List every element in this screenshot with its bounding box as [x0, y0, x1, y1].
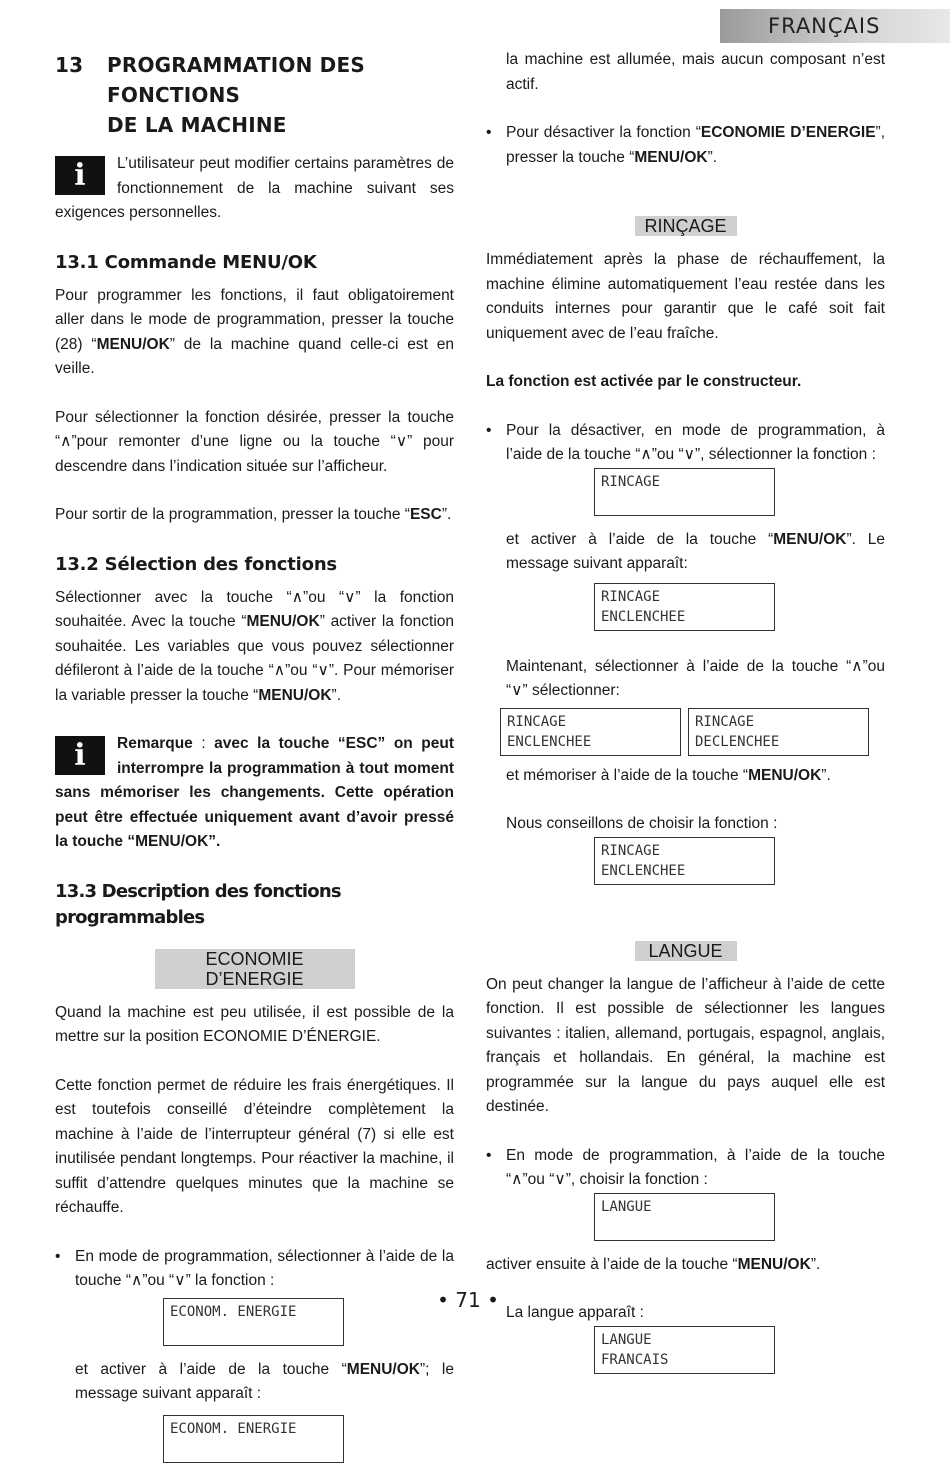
list-item: • Pour la désactiver, en mode de programmation, à l’aide de la touche “∧”ou “∨”, sélectionner la fonction :: [486, 421, 885, 463]
section-13-3-title: 13.3 Description des fonctions programmables: [55, 880, 341, 928]
paragraph: Sélectionner avec la touche “∧”ou “∨” la fonction souhaitée. Avec la touche “MENU/OK” activer la fonction souhaitée. Les variables que vous pouvez sélectionner défileront à l’aide de la touche “∧”ou “∨”. Pour mémoriser la variable presser la touche “MENU/OK”.: [55, 588, 454, 704]
info-icon: i: [55, 156, 105, 195]
display-rincage-recommended: RINCAGE ENCLENCHEE: [594, 837, 775, 885]
list-item: • En mode de programmation, à l’aide de la touche “∧”ou “∨”, choisir la fonction :: [486, 1146, 885, 1188]
section-13-title: [55, 50, 454, 140]
paragraph: Maintenant, sélectionner à l’aide de la touche “∧”ou “∨” sélectionner:: [506, 657, 885, 699]
section-13-1-title: 13.1 Commande MENU/OK: [55, 251, 317, 273]
title-line-1: PROGRAMMATION DES FONCTIONS: [107, 53, 365, 107]
display-rincage-on: RINCAGE ENCLENCHEE: [500, 708, 681, 756]
title-line-2: DE LA MACHINE: [107, 113, 287, 137]
section-13-2-title: 13.2 Sélection des fonctions: [55, 553, 337, 575]
section-title-text: [107, 50, 454, 140]
paragraph: Pour sortir de la programmation, presser la touche “ESC”.: [55, 506, 452, 523]
display-langue-1: LANGUE: [594, 1193, 775, 1241]
paragraph: Pour sélectionner la fonction désirée, presser la touche “∧”pour remonter d’une ligne ou la touche “∨” pour descendre dans l’indication située sur l’afficheur.: [55, 408, 454, 475]
paragraph: et activer à l’aide de la touche “MENU/OK”. Le message suivant apparaît:: [506, 530, 885, 572]
paragraph: activer ensuite à l’aide de la touche “MENU/OK”.: [486, 1255, 821, 1273]
display-rincage-2: RINCAGE ENCLENCHEE: [594, 583, 775, 631]
section-number: 13: [55, 53, 84, 77]
left-column: [55, 46, 454, 1475]
display-langue-2: LANGUE FRANCAIS: [594, 1326, 775, 1374]
paragraph: la machine est allumée, mais aucun composant n’est actif.: [506, 51, 885, 93]
paragraph: Pour programmer les fonctions, il faut obligatoirement aller dans le mode de programmation, presser la touche (28) “MENU/OK” de la machine quand celle-ci est en veille.: [55, 286, 454, 377]
paragraph: et mémoriser à l’aide de la touche “MENU/OK”.: [506, 766, 831, 784]
remark-note: i Remarque : avec la touche “ESC” on peut interrompre la programmation à tout moment sans mémoriser les changements. Cette opération peut être effectuée uniquement avant d’avoir pressé la touche “MENU/OK”.: [55, 735, 454, 850]
remark-text: avec la touche “ESC” on peut interrompre la programmation à tout moment sans mémoriser les changements. Cette opération peut être effectuée uniquement avant d’avoir pressé la touche “MENU/OK”.: [55, 735, 454, 850]
display-rincage-1: RINCAGE: [594, 468, 775, 516]
rincage-heading: RINÇAGE: [635, 216, 737, 236]
info-icon: i: [55, 736, 105, 775]
display-choice-row: [500, 708, 885, 756]
list-item: • En mode de programmation, sélectionner à l’aide de la touche “∧”ou “∨” la fonction :: [55, 1247, 454, 1289]
page-number: • 71 •: [437, 1288, 499, 1312]
info-text: L’utilisateur peut modifier certains paramètres de fonctionnement de la machine suivant ses exigences personnelles.: [55, 155, 454, 221]
list-item: • Pour désactiver la fonction “ECONOMIE D’ENERGIE”, presser la touche “MENU/OK”.: [486, 124, 885, 166]
display-economie-2: ECONOM. ENERGIE: [163, 1415, 344, 1463]
language-tab: FRANÇAIS: [720, 9, 950, 43]
paragraph: On peut changer la langue de l’afficheur à l’aide de cette fonction. Il est possible de sélectionner les langues suivantes : italien, allemand, portugais, espagnol, anglais, français et hollandais. En général, la machine est programmée sur la langue du pays auquel elle est destinée.: [486, 975, 885, 1115]
paragraph: La fonction est activée par le constructeur.: [486, 373, 802, 390]
display-rincage-off: RINCAGE DECLENCHEE: [688, 708, 869, 756]
paragraph: et activer à l’aide de la touche “MENU/OK”; le message suivant apparaît :: [75, 1360, 454, 1402]
display-economie-1: ECONOM. ENERGIE: [163, 1298, 344, 1346]
paragraph: Nous conseillons de choisir la fonction :: [506, 815, 778, 832]
remark-label: Remarque: [117, 735, 193, 752]
paragraph: Quand la machine est peu utilisée, il est possible de la mettre sur la position ECONOMIE D’ÉNERGIE.: [55, 1003, 454, 1045]
paragraph: La langue apparaît :: [506, 1304, 644, 1321]
paragraph: Immédiatement après la phase de réchauffement, la machine élimine automatiquement l’eau restée dans les conduits internes pour garantir que le café soit fait uniquement avec de l’eau fraîche.: [486, 251, 885, 342]
info-note: [55, 152, 454, 226]
right-column: [486, 48, 885, 1386]
paragraph: Cette fonction permet de réduire les frais énergétiques. Il est toutefois conseillé d’éteindre complètement la machine à l’aide de l’interrupteur général (7) si elle est inutilisée pendant longtemps. Pour réactiver la machine, il suffit d’attendre quelques minutes que la machine se réchauffe.: [55, 1076, 454, 1216]
langue-heading: LANGUE: [635, 941, 737, 961]
economie-heading: ECONOMIE D’ENERGIE: [155, 949, 355, 989]
